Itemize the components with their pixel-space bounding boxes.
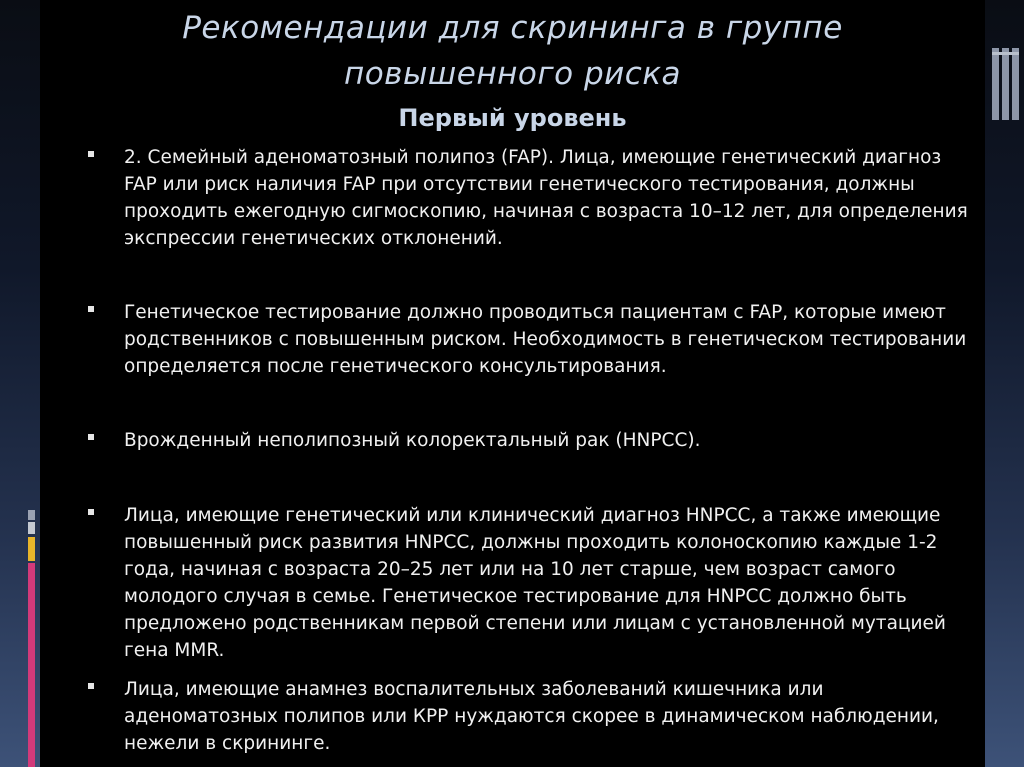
bullet-text: Лица, имеющие анамнез воспалительных заболеваний кишечника или аденоматозных полипов или КРР нуждаются скорее в динамическом наблюдении, нежели в скрининге. xyxy=(124,679,939,754)
bullet-text: Лица, имеющие генетический или клинический диагноз HNPCC, а также имеющие повышенный риск развития HNPCC, должны проходить колоноскопию каждые 1-2 года, начиная с возраста 20–25 лет или на 10 лет старше, чем возраст самого молодого случая в семье. Генетическое тестирование для HNPCC должно быть предложено родственникам первой степени или лицам с установленной мутацией гена MMR. xyxy=(124,505,946,661)
bullet-square-icon xyxy=(88,683,94,689)
bullet-square-icon xyxy=(88,306,94,312)
bullet-text: Врожденный неполипозный колоректальный рак (HNPCC). xyxy=(124,430,701,451)
bullet-square-icon xyxy=(88,151,94,157)
bullet-text: 2. Семейный аденоматозный полипоз (FAP). Лица, имеющие генетический диагноз FAP или риск наличия FAP при отсутствии генетического тестирования, должны проходить ежегодную сигмоскопию, начиная с возраста 10–12 лет, для определения экспрессии генетических отклонений. xyxy=(124,147,968,249)
slide-title-line2: повышенного риска xyxy=(343,56,682,92)
slide-title-line1: Рекомендации для скрининга в группе xyxy=(182,10,843,46)
bullet-square-icon xyxy=(88,509,94,515)
bullet-square-icon xyxy=(88,434,94,440)
slide-subtitle: Первый уровень xyxy=(398,104,627,132)
bullet-text: Генетическое тестирование должно проводиться пациентам с FAP, которые имеют родственников с повышенным риском. Необходимость в генетическом тестировании определяется после генетического консультирования. xyxy=(124,302,967,377)
